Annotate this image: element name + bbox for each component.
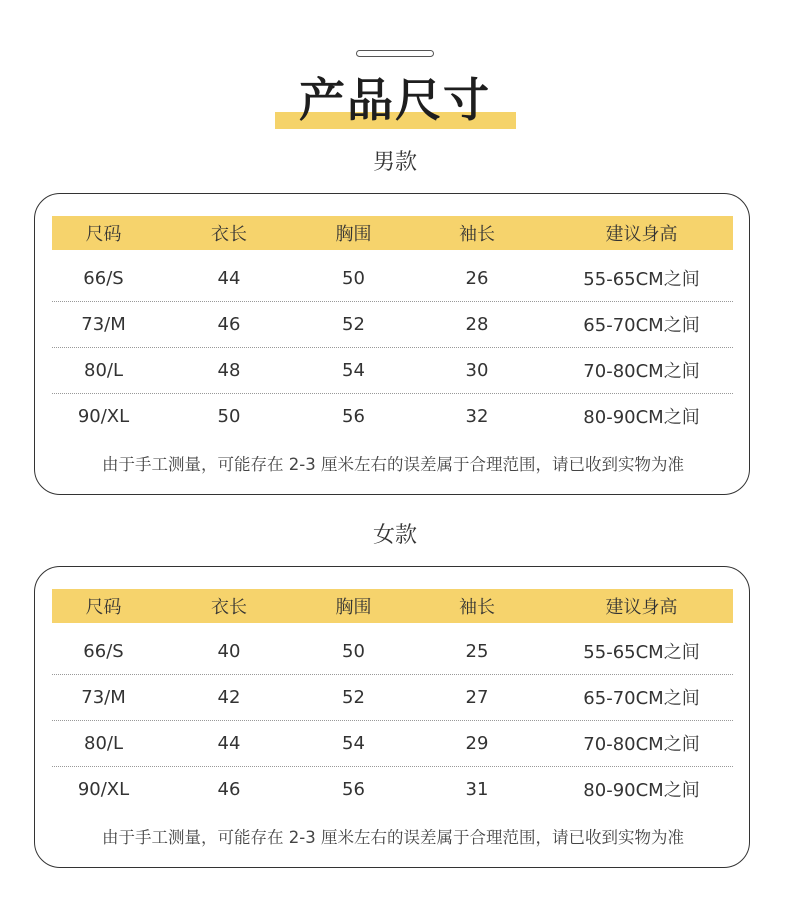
cell-height: 65-70CM之间 <box>583 315 700 336</box>
cell-height: 70-80CM之间 <box>583 734 700 755</box>
header-chest: 胸围 <box>335 597 372 618</box>
cell-sleeve: 30 <box>465 359 489 381</box>
cell-size: 66/S <box>83 267 124 289</box>
table-row <box>52 255 733 302</box>
cell-length: 40 <box>217 640 241 662</box>
decorative-pill <box>356 50 434 57</box>
table-row <box>52 720 733 767</box>
cell-chest: 52 <box>342 313 365 335</box>
cell-sleeve: 32 <box>465 405 489 427</box>
cell-height: 55-65CM之间 <box>583 269 700 290</box>
measurement-note: 由于手工测量，可能存在 2-3 厘米左右的误差属于合理范围，请已收到实物为准 <box>102 455 684 474</box>
header-length: 衣长 <box>211 224 247 245</box>
cell-size: 73/M <box>81 313 126 335</box>
table-row <box>52 347 733 394</box>
cell-length: 50 <box>217 405 241 427</box>
cell-length: 46 <box>217 313 241 335</box>
cell-height: 80-90CM之间 <box>583 780 700 801</box>
cell-sleeve: 31 <box>465 778 489 800</box>
page-title: 产品尺寸 <box>299 73 491 127</box>
header-height: 建议身高 <box>605 597 678 618</box>
cell-height: 65-70CM之间 <box>583 688 700 709</box>
cell-size: 80/L <box>84 732 123 754</box>
cell-chest: 56 <box>342 778 365 800</box>
men-section-title: 男款 <box>372 150 417 175</box>
header-chest: 胸围 <box>335 224 372 245</box>
cell-sleeve: 26 <box>465 267 489 289</box>
header-sleeve: 袖长 <box>459 224 495 245</box>
cell-size: 90/XL <box>77 778 130 800</box>
cell-height: 70-80CM之间 <box>583 361 700 382</box>
men-size-table <box>34 193 750 495</box>
header-size: 尺码 <box>85 224 122 245</box>
women-section-title: 女款 <box>372 523 417 548</box>
cell-height: 80-90CM之间 <box>583 407 700 428</box>
header-sleeve: 袖长 <box>459 597 495 618</box>
table-row <box>52 674 733 721</box>
cell-chest: 56 <box>342 405 365 427</box>
table-row <box>52 393 733 439</box>
cell-length: 48 <box>217 359 241 381</box>
cell-length: 42 <box>217 686 241 708</box>
cell-size: 73/M <box>81 686 126 708</box>
cell-sleeve: 27 <box>465 686 489 708</box>
header-size: 尺码 <box>85 597 122 618</box>
cell-length: 44 <box>217 732 241 754</box>
cell-length: 46 <box>217 778 241 800</box>
cell-chest: 54 <box>342 732 365 754</box>
cell-size: 80/L <box>84 359 123 381</box>
header-height: 建议身高 <box>605 224 678 245</box>
header-length: 衣长 <box>211 597 247 618</box>
cell-size: 66/S <box>83 640 124 662</box>
cell-length: 44 <box>217 267 241 289</box>
table-row <box>52 628 733 675</box>
cell-height: 55-65CM之间 <box>583 642 700 663</box>
cell-chest: 50 <box>342 640 365 662</box>
cell-size: 90/XL <box>77 405 130 427</box>
cell-chest: 50 <box>342 267 365 289</box>
women-size-table <box>34 566 750 868</box>
cell-sleeve: 28 <box>465 313 489 335</box>
cell-sleeve: 29 <box>465 732 489 754</box>
cell-chest: 54 <box>342 359 365 381</box>
cell-sleeve: 25 <box>465 640 489 662</box>
table-header <box>52 589 733 623</box>
table-row <box>52 766 733 812</box>
table-row <box>52 301 733 348</box>
cell-chest: 52 <box>342 686 365 708</box>
measurement-note: 由于手工测量，可能存在 2-3 厘米左右的误差属于合理范围，请已收到实物为准 <box>102 828 684 847</box>
table-header <box>52 216 733 250</box>
